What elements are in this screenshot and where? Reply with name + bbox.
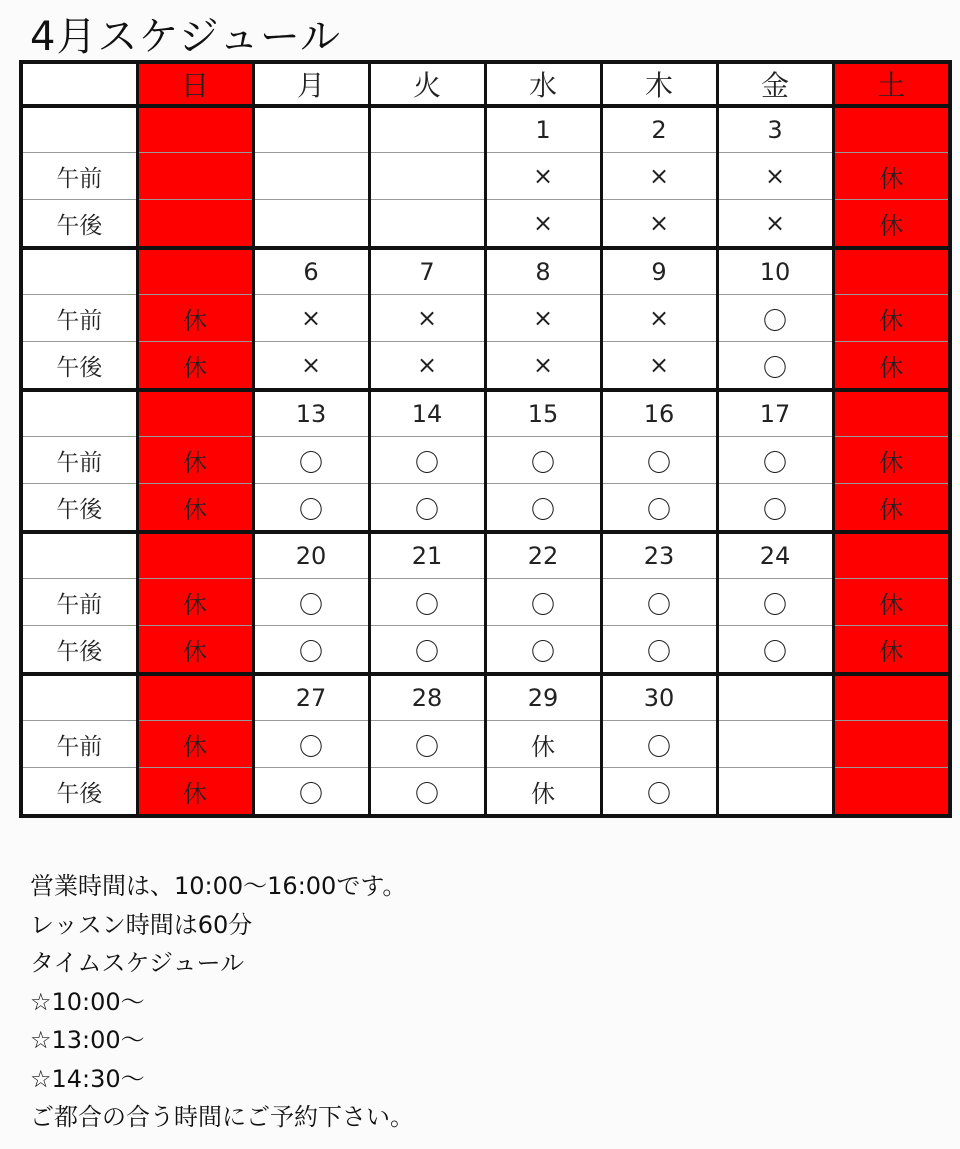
am-status-wed: 〇 <box>485 579 601 626</box>
date-cell-thu: 9 <box>601 248 717 295</box>
afternoon-label: 午後 <box>21 768 137 817</box>
pm-status-sun: 休 <box>137 484 253 533</box>
week-pm-row <box>21 342 950 391</box>
date-cell-tue: 14 <box>369 390 485 437</box>
date-cell-thu: 30 <box>601 674 717 721</box>
week-date-row <box>21 390 950 437</box>
am-status-sun: 休 <box>137 295 253 342</box>
afternoon-label: 午後 <box>21 200 137 249</box>
am-status-wed: × <box>485 295 601 342</box>
week-am-row <box>21 437 950 484</box>
am-status-tue: × <box>369 295 485 342</box>
date-cell-sun <box>137 532 253 579</box>
date-cell-sun <box>137 248 253 295</box>
header-tuesday: 火 <box>369 62 485 106</box>
date-cell-tue <box>369 106 485 153</box>
date-cell-mon <box>253 106 369 153</box>
date-cell-thu: 23 <box>601 532 717 579</box>
date-cell-fri: 3 <box>717 106 833 153</box>
am-status-tue: 〇 <box>369 579 485 626</box>
morning-label: 午前 <box>21 721 137 768</box>
date-cell-sun <box>137 390 253 437</box>
note-lesson-length: レッスン時間は60分 <box>30 910 253 939</box>
pm-status-thu: × <box>601 342 717 391</box>
pm-status-mon: × <box>253 342 369 391</box>
week-date-row <box>21 532 950 579</box>
pm-status-mon <box>253 200 369 249</box>
week-pm-row <box>21 626 950 675</box>
date-cell-mon: 6 <box>253 248 369 295</box>
am-status-thu: × <box>601 295 717 342</box>
date-cell-sat <box>833 532 950 579</box>
am-status-sun: 休 <box>137 437 253 484</box>
date-cell-wed: 1 <box>485 106 601 153</box>
date-row-label <box>21 248 137 295</box>
header-thursday: 木 <box>601 62 717 106</box>
date-cell-tue: 21 <box>369 532 485 579</box>
am-status-thu: 〇 <box>601 721 717 768</box>
pm-status-sat: 休 <box>833 342 950 391</box>
am-status-sun: 休 <box>137 579 253 626</box>
note-slot-1430: ☆14:30～ <box>30 1064 145 1093</box>
schedule-calendar <box>19 60 952 818</box>
page-title: 4月スケジュール <box>30 14 342 60</box>
header-saturday: 土 <box>833 62 950 106</box>
date-row-label <box>21 390 137 437</box>
am-status-fri: 〇 <box>717 579 833 626</box>
note-slot-1300: ☆13:00～ <box>30 1026 145 1054</box>
date-row-label <box>21 532 137 579</box>
date-row-label <box>21 106 137 153</box>
am-status-wed: × <box>485 153 601 200</box>
date-cell-fri: 17 <box>717 390 833 437</box>
pm-status-mon: 〇 <box>253 484 369 533</box>
pm-status-sat: 休 <box>833 484 950 533</box>
week-date-row <box>21 248 950 295</box>
am-status-sun: 休 <box>137 721 253 768</box>
date-cell-fri <box>717 674 833 721</box>
date-cell-wed: 22 <box>485 532 601 579</box>
date-cell-fri: 10 <box>717 248 833 295</box>
afternoon-label: 午後 <box>21 342 137 391</box>
date-cell-wed: 29 <box>485 674 601 721</box>
am-status-sat: 休 <box>833 437 950 484</box>
am-status-sat: 休 <box>833 579 950 626</box>
pm-status-mon: 〇 <box>253 768 369 817</box>
pm-status-tue: × <box>369 342 485 391</box>
week-am-row <box>21 153 950 200</box>
pm-status-sun: 休 <box>137 626 253 675</box>
pm-status-tue <box>369 200 485 249</box>
pm-status-wed: × <box>485 342 601 391</box>
week-am-row <box>21 295 950 342</box>
pm-status-thu: 〇 <box>601 484 717 533</box>
date-cell-wed: 15 <box>485 390 601 437</box>
calendar-body <box>21 62 950 816</box>
date-cell-wed: 8 <box>485 248 601 295</box>
date-cell-thu: 2 <box>601 106 717 153</box>
header-monday: 月 <box>253 62 369 106</box>
am-status-thu: × <box>601 153 717 200</box>
am-status-fri: 〇 <box>717 295 833 342</box>
date-cell-fri: 24 <box>717 532 833 579</box>
am-status-tue: 〇 <box>369 721 485 768</box>
am-status-fri <box>717 721 833 768</box>
date-cell-mon: 13 <box>253 390 369 437</box>
pm-status-mon: 〇 <box>253 626 369 675</box>
am-status-mon <box>253 153 369 200</box>
pm-status-fri: 〇 <box>717 626 833 675</box>
week-am-row <box>21 579 950 626</box>
week-am-row <box>21 721 950 768</box>
am-status-wed: 休 <box>485 721 601 768</box>
am-status-thu: 〇 <box>601 437 717 484</box>
pm-status-wed: 休 <box>485 768 601 817</box>
date-cell-sat <box>833 674 950 721</box>
note-schedule-heading: タイムスケジュール <box>30 949 245 977</box>
note-slot-1000: ☆10:00～ <box>30 987 145 1016</box>
am-status-thu: 〇 <box>601 579 717 626</box>
note-business-hours: 営業時間は、10:00～16:00です。 <box>30 872 407 900</box>
pm-status-tue: 〇 <box>369 626 485 675</box>
afternoon-label: 午後 <box>21 626 137 675</box>
am-status-tue: 〇 <box>369 437 485 484</box>
morning-label: 午前 <box>21 437 137 484</box>
date-cell-sat <box>833 248 950 295</box>
pm-status-fri: 〇 <box>717 484 833 533</box>
week-pm-row <box>21 484 950 533</box>
am-status-mon: 〇 <box>253 579 369 626</box>
weekday-header-row <box>21 62 950 106</box>
am-status-sat: 休 <box>833 295 950 342</box>
date-cell-sat <box>833 390 950 437</box>
pm-status-sat <box>833 768 950 817</box>
date-cell-sun <box>137 106 253 153</box>
pm-status-wed: × <box>485 200 601 249</box>
week-date-row <box>21 106 950 153</box>
am-status-mon: 〇 <box>253 437 369 484</box>
am-status-tue <box>369 153 485 200</box>
morning-label: 午前 <box>21 153 137 200</box>
am-status-sat: 休 <box>833 153 950 200</box>
week-date-row <box>21 674 950 721</box>
date-cell-sun <box>137 674 253 721</box>
date-cell-tue: 28 <box>369 674 485 721</box>
header-sunday: 日 <box>137 62 253 106</box>
morning-label: 午前 <box>21 295 137 342</box>
pm-status-wed: 〇 <box>485 626 601 675</box>
am-status-wed: 〇 <box>485 437 601 484</box>
pm-status-thu: 〇 <box>601 626 717 675</box>
am-status-sun <box>137 153 253 200</box>
date-cell-mon: 20 <box>253 532 369 579</box>
afternoon-label: 午後 <box>21 484 137 533</box>
date-cell-tue: 7 <box>369 248 485 295</box>
header-friday: 金 <box>717 62 833 106</box>
am-status-mon: 〇 <box>253 721 369 768</box>
pm-status-sun: 休 <box>137 342 253 391</box>
pm-status-tue: 〇 <box>369 484 485 533</box>
week-pm-row <box>21 768 950 817</box>
pm-status-tue: 〇 <box>369 768 485 817</box>
am-status-sat <box>833 721 950 768</box>
pm-status-sun: 休 <box>137 768 253 817</box>
pm-status-sun <box>137 200 253 249</box>
header-corner <box>21 62 137 106</box>
morning-label: 午前 <box>21 579 137 626</box>
pm-status-fri <box>717 768 833 817</box>
date-cell-sat <box>833 106 950 153</box>
date-cell-thu: 16 <box>601 390 717 437</box>
notes-section <box>30 867 930 1137</box>
date-row-label <box>21 674 137 721</box>
week-pm-row <box>21 200 950 249</box>
pm-status-fri: 〇 <box>717 342 833 391</box>
pm-status-wed: 〇 <box>485 484 601 533</box>
pm-status-sat: 休 <box>833 200 950 249</box>
pm-status-fri: × <box>717 200 833 249</box>
am-status-fri: × <box>717 153 833 200</box>
header-wednesday: 水 <box>485 62 601 106</box>
am-status-mon: × <box>253 295 369 342</box>
am-status-fri: 〇 <box>717 437 833 484</box>
pm-status-thu: 〇 <box>601 768 717 817</box>
pm-status-sat: 休 <box>833 626 950 675</box>
date-cell-mon: 27 <box>253 674 369 721</box>
pm-status-thu: × <box>601 200 717 249</box>
note-booking: ご都合の合う時間にご予約下さい。 <box>30 1103 414 1131</box>
